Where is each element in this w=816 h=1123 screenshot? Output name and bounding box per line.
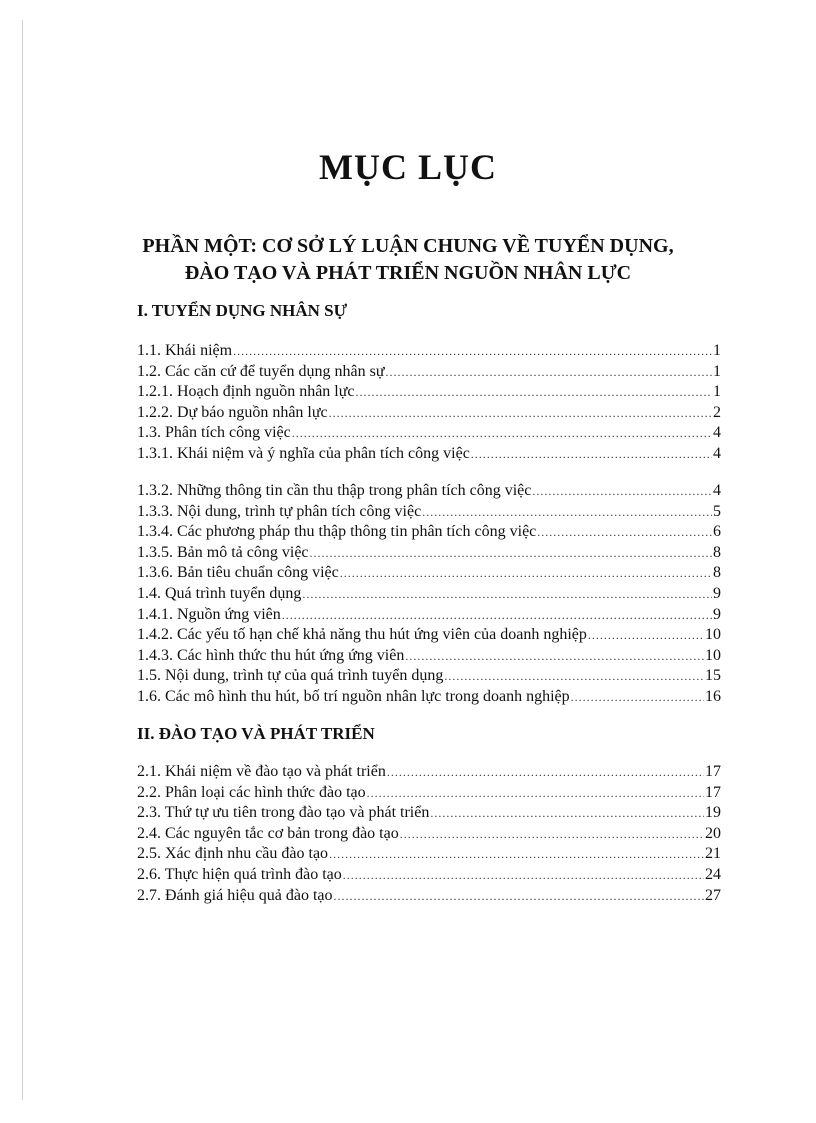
- part-one-heading-line-1: PHẦN MỘT: CƠ SỞ LÝ LUẬN CHUNG VỀ TUYỂN DỤNG,: [142, 235, 674, 257]
- toc-entry-page-number: 27: [705, 886, 721, 904]
- toc-entry-label: 1.3.6. Bản tiêu chuẩn công việc: [137, 564, 339, 582]
- toc-entry-label: 1.3.2. Những thông tin cần thu thập trong phân tích công việc: [137, 482, 532, 499]
- toc-entry-page-number: 8: [713, 564, 721, 582]
- dot-leader: [571, 687, 704, 708]
- toc-entry-page-number: 21: [705, 845, 721, 863]
- toc-entry[interactable]: [137, 502, 721, 523]
- toc-entry-label: 1.3.5. Bản mô tả công việc: [137, 543, 309, 561]
- toc-entry-page-number: 19: [705, 804, 721, 822]
- toc-entry[interactable]: [137, 844, 721, 865]
- dot-leader: [302, 584, 712, 605]
- toc-entry[interactable]: [137, 666, 721, 687]
- toc-list-section-one-a: [137, 341, 721, 465]
- toc-entry[interactable]: [137, 865, 721, 886]
- toc-entry[interactable]: [137, 423, 721, 444]
- toc-entry[interactable]: [137, 563, 721, 584]
- toc-entry-page-number: 10: [705, 646, 721, 664]
- toc-entry-label: 1.3. Phân tích công việc: [137, 424, 291, 442]
- toc-entry-page-number: 17: [705, 763, 721, 780]
- dot-leader: [400, 824, 704, 845]
- dot-leader: [537, 522, 712, 543]
- dot-leader: [532, 481, 712, 502]
- dot-leader: [334, 886, 705, 907]
- dot-leader: [444, 666, 704, 687]
- dot-leader: [405, 646, 704, 667]
- dot-leader: [387, 762, 704, 783]
- toc-entry-page-number: 9: [713, 605, 721, 623]
- toc-entry[interactable]: [137, 481, 721, 502]
- dot-leader: [386, 362, 713, 383]
- part-one-heading: [0, 233, 816, 287]
- dot-leader: [329, 844, 704, 865]
- dot-leader: [422, 502, 712, 523]
- toc-entry-page-number: 1: [713, 383, 721, 401]
- toc-entry[interactable]: [137, 886, 721, 907]
- toc-entry[interactable]: [137, 444, 721, 465]
- toc-entry-label: 2.2. Phân loại các hình thức đào tạo: [137, 783, 366, 801]
- toc-entry-page-number: 20: [705, 824, 721, 842]
- toc-entry[interactable]: [137, 382, 721, 403]
- toc-entry-page-number: 8: [713, 543, 721, 561]
- toc-entry-label: 1.4.2. Các yếu tố hạn chế khả năng thu hút ứng viên của doanh nghiệp: [137, 626, 587, 644]
- toc-entry-page-number: 5: [713, 502, 721, 520]
- toc-entry-label: 1.1. Khái niệm: [137, 342, 233, 359]
- toc-entry-label: 2.4. Các nguyên tắc cơ bản trong đào tạo: [137, 824, 399, 842]
- toc-entry-label: 2.7. Đánh giá hiệu quả đào tạo: [137, 886, 333, 904]
- dot-leader: [310, 543, 712, 564]
- toc-entry-page-number: 24: [705, 865, 721, 883]
- dot-leader: [471, 444, 712, 465]
- toc-entry-label: 1.3.4. Các phương pháp thu thập thông tin phân tích công việc: [137, 523, 537, 541]
- toc-entry[interactable]: [137, 625, 721, 646]
- toc-entry[interactable]: [137, 522, 721, 543]
- toc-entry[interactable]: [137, 362, 721, 383]
- toc-entry-label: 1.3.1. Khái niệm và ý nghĩa của phân tích công việc: [137, 444, 470, 462]
- toc-entry-label: 2.3. Thứ tự ưu tiên trong đào tạo và phát triển: [137, 804, 430, 822]
- toc-entry-label: 1.2. Các căn cứ để tuyển dụng nhân sự: [137, 362, 385, 380]
- dot-leader: [340, 563, 712, 584]
- dot-leader: [343, 865, 704, 886]
- toc-entry-page-number: 1: [713, 342, 721, 359]
- toc-entry[interactable]: [137, 687, 721, 708]
- toc-list-section-two: [137, 762, 721, 906]
- dot-leader: [588, 625, 704, 646]
- toc-entry-page-number: 6: [713, 523, 721, 541]
- dot-leader: [233, 341, 712, 362]
- toc-entry-label: 1.5. Nội dung, trình tự của quá trình tuyển dụng: [137, 667, 444, 685]
- toc-entry-label: 1.4.3. Các hình thức thu hút ứng ứng viên: [137, 646, 405, 664]
- toc-entry[interactable]: [137, 803, 721, 824]
- dot-leader: [329, 403, 712, 424]
- toc-entry-page-number: 10: [705, 626, 721, 644]
- toc-entry-page-number: 4: [713, 424, 721, 442]
- toc-entry[interactable]: [137, 341, 721, 362]
- toc-list-section-one-b: [137, 481, 721, 708]
- toc-entry-page-number: 17: [705, 783, 721, 801]
- toc-entry-page-number: 9: [713, 584, 721, 602]
- toc-entry-label: 1.2.1. Hoạch định nguồn nhân lực: [137, 383, 355, 401]
- toc-entry-label: 2.5. Xác định nhu cầu đào tạo: [137, 845, 329, 863]
- section-two-heading: II. ĐÀO TẠO VÀ PHÁT TRIỂN: [137, 724, 375, 743]
- dot-leader: [367, 783, 704, 804]
- toc-entry-page-number: 4: [713, 482, 721, 499]
- toc-entry-label: 1.3.3. Nội dung, trình tự phân tích công việc: [137, 502, 422, 520]
- part-one-heading-line-2: ĐÀO TẠO VÀ PHÁT TRIỂN NGUỒN NHÂN LỰC: [184, 262, 632, 284]
- toc-entry[interactable]: [137, 543, 721, 564]
- toc-entry-page-number: 1: [713, 362, 721, 380]
- toc-entry[interactable]: [137, 584, 721, 605]
- toc-entry-label: 2.1. Khái niệm về đào tạo và phát triển: [137, 763, 386, 780]
- dot-leader: [292, 423, 712, 444]
- page-title: MỤC LỤC: [319, 147, 497, 187]
- toc-entry-page-number: 15: [705, 667, 721, 685]
- toc-entry-label: 2.6. Thực hiện quá trình đào tạo: [137, 865, 342, 883]
- toc-entry-label: 1.4. Quá trình tuyển dụng: [137, 584, 302, 602]
- toc-entry[interactable]: [137, 646, 721, 667]
- dot-leader: [356, 382, 712, 403]
- toc-entry-label: 1.6. Các mô hình thu hút, bố trí nguồn nhân lực trong doanh nghiệp: [137, 687, 570, 705]
- section-one-heading: I. TUYỂN DỤNG NHÂN SỰ: [137, 301, 348, 320]
- toc-entry-label: 1.4.1. Nguồn ứng viên: [137, 605, 281, 623]
- toc-entry[interactable]: [137, 605, 721, 626]
- toc-entry-page-number: 2: [713, 403, 721, 421]
- dot-leader: [282, 605, 712, 626]
- dot-leader: [430, 803, 704, 824]
- toc-entry-page-number: 16: [705, 687, 721, 705]
- toc-entry[interactable]: [137, 824, 721, 845]
- toc-entry[interactable]: [137, 762, 721, 783]
- toc-entry-label: 1.2.2. Dự báo nguồn nhân lực: [137, 403, 328, 421]
- toc-entry[interactable]: [137, 783, 721, 804]
- toc-entry-page-number: 4: [713, 444, 721, 462]
- toc-entry[interactable]: [137, 403, 721, 424]
